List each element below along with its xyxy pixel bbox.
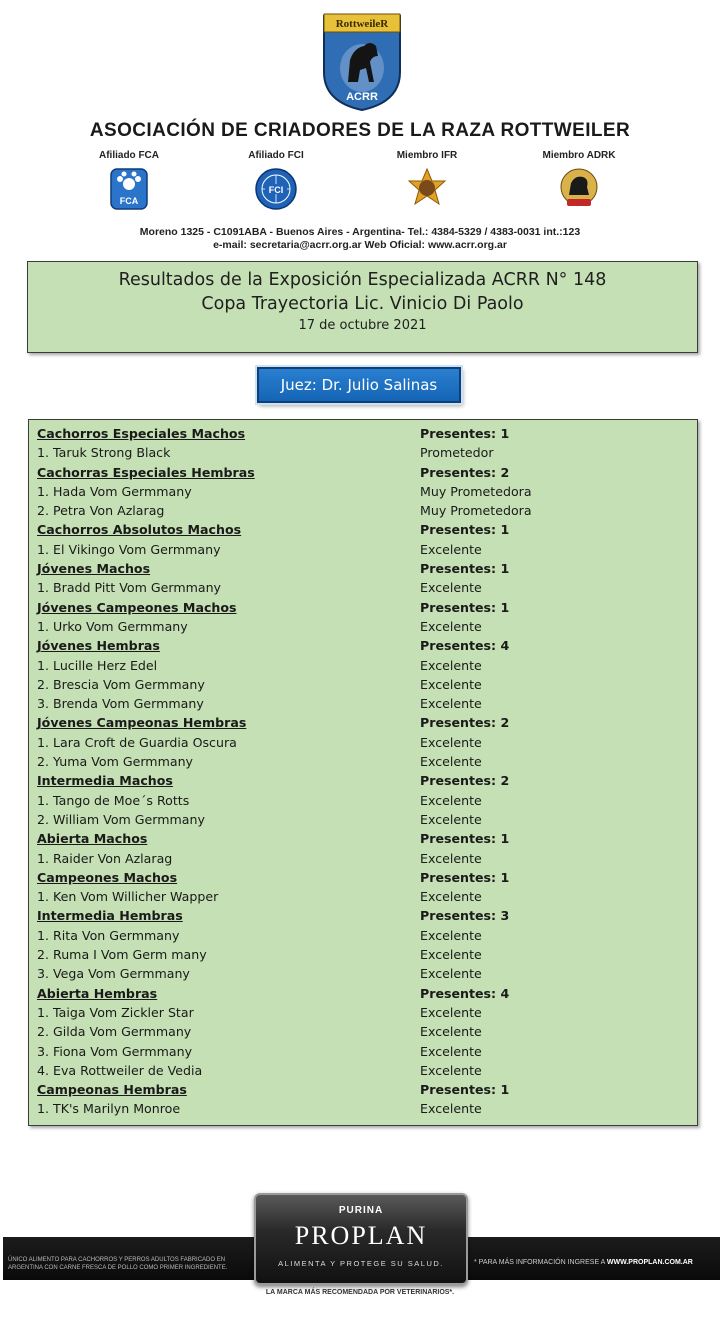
result-row xyxy=(29,501,697,520)
result-row xyxy=(29,540,697,559)
result-row xyxy=(29,482,697,501)
category-row xyxy=(29,771,697,790)
qualification: Excelente xyxy=(420,754,482,770)
category-row xyxy=(29,520,697,539)
result-row xyxy=(29,1003,697,1022)
proplan-logo xyxy=(254,1193,468,1285)
dog-name: 1. Hada Vom Germmany xyxy=(37,483,192,499)
category-name: Jóvenes Campeonas Hembras xyxy=(37,715,247,731)
category-name: Cachorros Especiales Machos xyxy=(37,426,246,441)
result-row xyxy=(29,849,697,868)
category-name: Intermedia Machos xyxy=(37,773,173,789)
result-row xyxy=(29,945,697,964)
page-subtitle: Copa Trayectoria Lic. Vinicio Di Paolo xyxy=(201,294,524,314)
result-row xyxy=(29,656,697,675)
dog-name: 1. Raider Von Azlarag xyxy=(37,850,173,866)
page-title: Resultados de la Exposición Especializada ACRR N° 148 xyxy=(118,270,607,290)
dog-name: 1. Taiga Vom Zickler Star xyxy=(37,1004,194,1020)
category-row xyxy=(29,868,697,887)
category-row xyxy=(29,1080,697,1099)
affiliation-fci xyxy=(211,150,341,211)
qualification: Prometedor xyxy=(420,445,494,461)
event-date: 17 de octubre 2021 xyxy=(298,318,427,333)
qualification: Excelente xyxy=(420,927,482,943)
qualification: Excelente xyxy=(420,1062,482,1078)
dog-name: 3. Vega Vom Germmany xyxy=(37,966,190,982)
result-row xyxy=(29,964,697,983)
result-row xyxy=(29,752,697,771)
dog-name: 1. Urko Vom Germmany xyxy=(37,618,188,634)
dog-name: 1. Taruk Strong Black xyxy=(37,445,171,461)
dog-name: 3. Brenda Vom Germmany xyxy=(37,696,204,712)
affiliation-adrk xyxy=(514,150,644,211)
dog-name: 1. Ken Vom Willicher Wapper xyxy=(37,889,219,905)
dog-name: 1. Lucille Herz Edel xyxy=(37,657,158,673)
qualification: Excelente xyxy=(420,696,482,712)
entries-count: Presentes: 1 xyxy=(420,522,510,538)
acrr-logo xyxy=(320,10,404,114)
result-row xyxy=(29,694,697,713)
category-name: Intermedia Hembras xyxy=(37,908,183,924)
category-row xyxy=(29,829,697,848)
affiliation-label: Afiliado FCI xyxy=(248,150,304,161)
qualification: Excelente xyxy=(420,947,482,963)
category-row xyxy=(29,424,697,443)
category-row xyxy=(29,559,697,578)
dog-name: 1. TK's Marilyn Monroe xyxy=(37,1101,181,1117)
svg-text:FCA: FCA xyxy=(119,196,139,206)
entries-count: Presentes: 4 xyxy=(420,985,510,1001)
qualification: Excelente xyxy=(420,1043,482,1059)
entries-count: Presentes: 2 xyxy=(420,715,510,731)
dog-name: 1. Rita Von Germmany xyxy=(37,927,180,943)
dog-name: 2. Petra Von Azlarag xyxy=(37,503,165,519)
category-row xyxy=(29,598,697,617)
qualification: Excelente xyxy=(420,889,482,905)
qualification: Excelente xyxy=(420,850,482,866)
entries-count: Presentes: 1 xyxy=(420,1082,510,1098)
purina-text: PURINA xyxy=(338,1205,384,1216)
dog-name: 2. Ruma I Vom Germ many xyxy=(37,947,207,963)
category-name: Jóvenes Campeones Machos xyxy=(37,599,237,615)
qualification: Excelente xyxy=(420,1024,482,1040)
org-title: ASOCIACIÓN DE CRIADORES DE LA RAZA ROTTWEILER xyxy=(89,120,631,141)
footer-bottom-text: LA MARCA MÁS RECOMENDADA POR VETERINARIOS*. xyxy=(265,1289,455,1296)
result-row xyxy=(29,887,697,906)
result-row xyxy=(29,578,697,597)
dog-name: 4. Eva Rottweiler de Vedia xyxy=(37,1062,203,1078)
category-name: Jóvenes Hembras xyxy=(37,638,160,654)
fca-badge-icon xyxy=(107,167,151,211)
qualification: Excelente xyxy=(420,1101,482,1117)
category-row xyxy=(29,906,697,925)
svg-text:FCI: FCI xyxy=(268,185,284,195)
result-row xyxy=(29,791,697,810)
entries-count: Presentes: 2 xyxy=(420,773,510,789)
dog-name: 2. Brescia Vom Germmany xyxy=(37,676,205,692)
entries-count: Presentes: 2 xyxy=(420,464,510,480)
result-row xyxy=(29,617,697,636)
qualification: Excelente xyxy=(420,811,482,827)
category-name: Cachorras Especiales Hembras xyxy=(37,464,255,480)
dog-name: 2. Yuma Vom Germmany xyxy=(37,754,194,770)
dog-name: 2. Gilda Vom Germmany xyxy=(37,1024,192,1040)
affiliation-ifr xyxy=(362,150,492,211)
result-row xyxy=(29,810,697,829)
category-row xyxy=(29,713,697,732)
category-row xyxy=(29,984,697,1003)
entries-count: Presentes: 1 xyxy=(420,599,510,615)
category-name: Abierta Machos xyxy=(37,831,148,847)
judge-label: Juez: Dr. Julio Salinas xyxy=(257,367,461,403)
entries-count: Presentes: 3 xyxy=(420,908,510,924)
ifr-badge-icon xyxy=(405,167,449,211)
result-row xyxy=(29,733,697,752)
qualification: Excelente xyxy=(420,966,482,982)
category-name: Campeones Machos xyxy=(37,869,178,885)
dog-name: 2. William Vom Germmany xyxy=(37,811,205,827)
entries-count: Presentes: 1 xyxy=(420,426,510,441)
qualification: Excelente xyxy=(420,792,482,808)
footer-left-text: ÚNICO ALIMENTO PARA CACHORROS Y PERROS ADULTOS FABRICADO EN ARGENTINA CON CARNE FRESCA DE POLLO COMO PRIMER INGREDIENTE. xyxy=(8,1257,228,1271)
affiliation-label: Miembro IFR xyxy=(396,150,458,161)
result-row xyxy=(29,1022,697,1041)
adrk-badge-icon xyxy=(557,167,601,211)
qualification: Muy Prometedora xyxy=(420,483,532,499)
logo-bottom-text: ACRR xyxy=(346,91,378,103)
entries-count: Presentes: 4 xyxy=(420,638,510,654)
affiliation-label: Afiliado FCA xyxy=(99,150,159,161)
qualification: Excelente xyxy=(420,541,482,557)
dog-name: 1. Bradd Pitt Vom Germmany xyxy=(37,580,222,596)
affiliation-fca xyxy=(64,150,194,211)
category-name: Campeonas Hembras xyxy=(37,1082,187,1098)
result-row xyxy=(29,675,697,694)
entries-count: Presentes: 1 xyxy=(420,869,510,885)
category-name: Abierta Hembras xyxy=(37,985,158,1001)
result-row xyxy=(29,926,697,945)
proplan-text: PROPLAN xyxy=(294,1221,428,1250)
proplan-slogan: ALIMENTA Y PROTEGE SU SALUD. xyxy=(278,1259,444,1268)
qualification: Excelente xyxy=(420,734,482,750)
fci-badge-icon xyxy=(254,167,298,211)
dog-name: 1. Tango de Moe´s Rotts xyxy=(37,792,190,808)
logo-top-text: RottweileR xyxy=(335,18,389,30)
result-row xyxy=(29,1061,697,1080)
result-row xyxy=(29,1042,697,1061)
qualification: Excelente xyxy=(420,618,482,634)
results-box xyxy=(28,419,698,1126)
category-row xyxy=(29,463,697,482)
category-name: Jóvenes Machos xyxy=(37,561,151,577)
category-row xyxy=(29,636,697,655)
result-row xyxy=(29,1099,697,1118)
qualification: Muy Prometedora xyxy=(420,503,532,519)
affiliation-label: Miembro ADRK xyxy=(542,150,616,161)
address-line: Moreno 1325 - C1091ABA - Buenos Aires - Argentina- Tel.: 4384-5329 / 4383-0031 int.:123 xyxy=(139,226,581,238)
dog-name: 1. Lara Croft de Guardia Oscura xyxy=(37,734,237,750)
footer-right-text: * PARA MÁS INFORMACIÓN INGRESE A WWW.PROPLAN.COM.AR xyxy=(474,1259,693,1266)
contact-line: e-mail: secretaria@acrr.org.ar Web Oficial: www.acrr.org.ar xyxy=(213,239,507,251)
title-box xyxy=(27,261,698,353)
entries-count: Presentes: 1 xyxy=(420,561,510,577)
dog-name: 3. Fiona Vom Germmany xyxy=(37,1043,193,1059)
category-name: Cachorros Absolutos Machos xyxy=(37,522,242,538)
entries-count: Presentes: 1 xyxy=(420,831,510,847)
qualification: Excelente xyxy=(420,657,482,673)
qualification: Excelente xyxy=(420,676,482,692)
result-row xyxy=(29,443,697,462)
qualification: Excelente xyxy=(420,1004,482,1020)
qualification: Excelente xyxy=(420,580,482,596)
dog-name: 1. El Vikingo Vom Germmany xyxy=(37,541,221,557)
